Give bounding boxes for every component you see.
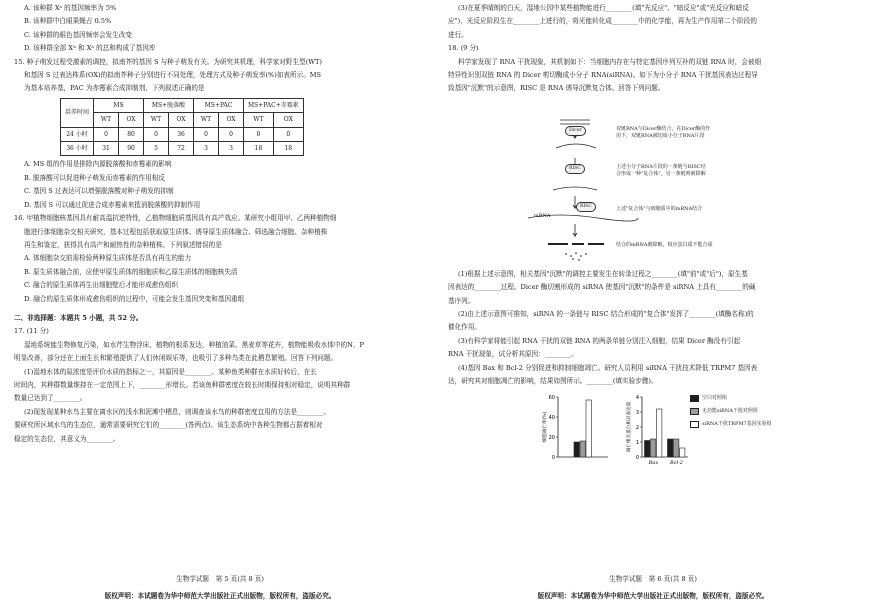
table-cell: 18: [273, 142, 303, 156]
page-footer: 生物学试题 第 5 页(共 8 页): [176, 575, 264, 583]
q17-line: 明显改善，部分还在上面生长和繁殖提供了人们休闲娱乐等，也吸引了多种鸟类在此栖息繁殖。回答下列问题。: [14, 354, 338, 363]
bar: [580, 441, 585, 457]
diagram-note: 双链RNA与Dicer酶结合，在Dicer酶的作: [616, 125, 711, 132]
q18-line: RNA 干扰现象，试分析其原因：________。: [448, 350, 578, 359]
diagram-note: 用下，双链RNA被切成小分子RNA片段: [616, 132, 705, 139]
q15-line: 为基本培养基，PAC 为赤霉素合成抑制剂，下列叙述正确的是: [24, 84, 205, 93]
q15-option-a: A. MS 组的作用是排除内源脱落酸和赤霉素的影响: [24, 160, 172, 169]
legend-label: siRNA干扰TRPM7基因实验组: [702, 421, 772, 427]
diagram-drawing: [448, 98, 858, 266]
q18-line: 达，研究其对细胞凋亡的影响，结果如图所示。________(填实验步骤)。: [448, 377, 658, 386]
bar: [574, 442, 579, 457]
x-tick-label: Bax: [648, 459, 659, 466]
q14-options: [14, 2, 426, 56]
table-sub-header: OX: [273, 113, 303, 127]
q18-stem: [448, 56, 858, 96]
y-tick-label: 1: [635, 439, 639, 446]
q15-line: 和基因 S 过表达株系(OX)的拟南芥种子分别进行不同处理，处理方式及种子萌发率(%)如表所示。MS: [24, 71, 322, 80]
q18-line: 因表达的________过程。Dicer 酶切割形成的 siRNA 使基因"沉默"的条件是 siRNA 上具有________的碱: [448, 283, 756, 292]
table-sub-header: WT: [244, 113, 274, 127]
q18-line: 科学家发现了 RNA 干扰现象，其机制如下：当细胞内存在与特定基因序列互补的双链 RNA 时，会被细: [458, 57, 762, 66]
complex-strand: [553, 187, 597, 190]
diagram-note: 上述小分子RNA片段的一条链与RISC结: [616, 163, 706, 170]
table-cell: 31: [94, 142, 119, 156]
table-cell: 0: [94, 127, 119, 141]
bar: [668, 439, 673, 457]
risc-label: RISC: [565, 164, 585, 174]
table-cell: 0: [273, 127, 303, 141]
legend-label: 空白对照组: [702, 395, 728, 401]
q14-option-d: D. 该种群全部 Xᴬ 和 Xᵃ 的总和构成了基因库: [24, 44, 156, 53]
risc-label: RISC: [576, 202, 596, 212]
q17-continued: [448, 2, 858, 42]
table-group-header: MS: [94, 98, 144, 112]
q18-line: (1)根据上述示意图，相关基因"沉默"的调控主要发生在转录过程之________(填"前"或"后")，原生基: [458, 269, 748, 278]
y-tick-label: 0: [551, 454, 555, 461]
down-arrow-icon: [573, 224, 577, 236]
bar: [651, 439, 656, 457]
apoptosis-charts: [448, 391, 858, 473]
q16-option-c: C. 融合的原生质体再生出细胞壁后才能形成愈伤组织: [24, 281, 179, 290]
q18-line: 基序列。: [448, 296, 475, 305]
dicer-label: Dicer: [565, 126, 586, 136]
bar: [674, 439, 679, 457]
y-tick-label: 2: [635, 424, 639, 431]
q18-line: (4)基因 Bax 和 Bcl-2 分别促进和抑制细胞凋亡。研究人员利用 siRNA 干扰技术降低 TRPM7 基因表: [458, 363, 758, 372]
table-cell: 80: [119, 127, 144, 141]
q18-line: 催化作用。: [448, 323, 481, 332]
table-cell: 0: [144, 127, 169, 141]
table-group-header: MS+PAC: [194, 98, 244, 112]
q14-option-a: A. 该种群 Xᵃ 的基因频率为 5%: [24, 4, 117, 12]
exam-page-5: [14, 0, 426, 615]
diagram-note: 上述"复合体"与细胞质中的mRNA结合: [616, 205, 703, 212]
q16-line: 16. 甲植物细胞核基因具有耐高温抗逆特性，乙植物细胞质基因具有高产效应。某研究小组用甲、乙两种植物细: [14, 214, 337, 223]
table-cell: 36: [169, 127, 194, 141]
legend-swatch: [690, 408, 699, 415]
legend-label: 无功能siRNA干扰对照组: [702, 408, 758, 414]
q15-option-c: C. 基因 S 过表达可以增强脱落酸对种子萌发的抑制: [24, 187, 174, 196]
table-cell: 72: [169, 142, 194, 156]
table-sub-header: WT: [144, 113, 169, 127]
q17-line: (1)湿地水体的氮浓度是评价水质的指标之一，其原因是________。某种鱼类种群在水质好转后，在长: [24, 367, 317, 376]
table-sub-header: OX: [169, 113, 194, 127]
page-footer: 生物学试题 第 6 页(共 8 页): [609, 575, 697, 583]
q17-line: 进行。: [448, 30, 468, 39]
y-tick-label: 40: [548, 414, 555, 421]
exam-page-6: [448, 0, 858, 615]
legend-item: [690, 421, 772, 428]
degradation-dots: [565, 252, 587, 261]
legend-swatch: [690, 395, 699, 402]
y-tick-label: 20: [548, 434, 555, 441]
q18-heading: 18. (9 分): [448, 44, 479, 53]
table-row-label: 24 小时: [61, 127, 94, 141]
diagram-note: 结合的mRNA被降解，相应蛋白质不能合成: [616, 241, 713, 248]
table-sub-header: OX: [219, 113, 244, 127]
table-cell: 0: [219, 127, 244, 141]
q17-line: 要研究所区域水鸟的生态位，通常需要研究它们的________(答两点)。该生态系统中各种生物都占据着相对: [14, 421, 323, 430]
sirna-fragments: [556, 144, 596, 148]
q17-line: 湿地系统能生物修复污染，如水芹生物浮床，植物的根系发达，种植油菜、黑麦草等花卉，植物能吸收水体中的N、P: [24, 340, 364, 349]
table-sub-header: OX: [119, 113, 144, 127]
q14-option-c: C. 该种群的眼色基因频率会发生改变: [24, 30, 132, 39]
y-tick-label: 0: [635, 454, 639, 461]
copyright-notice: 版权声明：本试题卷为华中师范大学出版社正式出版物，版权所有，盗版必究。: [104, 592, 336, 600]
bar: [657, 409, 662, 457]
table-cell: 90: [119, 142, 144, 156]
table-row-label: 36 小时: [61, 142, 94, 156]
q16-line: 胞进行体细胞杂交相关研究，基本过程包括获取原生质体、诱导原生质体融合、筛选融合细胞、杂种植株: [24, 227, 328, 236]
q18-line: (3)有科学家将能引起 RNA 干扰的双链 RNA 的两条单链分别注入细胞，结果 Dicer 酶没有引起: [458, 336, 741, 345]
q16-options: [14, 252, 426, 306]
q17-line: (3)在夏季晴朗的白天，湿地公园中某些植物能进行________(填"光反应"、"暗反应"或"光反应和暗反: [458, 4, 749, 12]
rna-interference-diagram: [448, 98, 858, 266]
legend-item: [690, 408, 772, 415]
table-group-header: MS+PAC+赤霉素: [244, 98, 304, 112]
table-cell: 0: [194, 127, 219, 141]
q16-stem: [14, 212, 426, 252]
table-cell: 0: [244, 127, 274, 141]
table-header-cell: 培养时间: [61, 98, 94, 127]
table-cell: 3: [194, 142, 219, 156]
y-axis-label: 凋亡相关蛋白相对表达量: [627, 401, 632, 452]
bar: [586, 400, 591, 457]
q17-line: 时间内，其种群数量维持在一定范围上下，________形增长。若该鱼种群密度在较长时期保持相对稳定，说明其种群: [14, 380, 351, 389]
q18-line: 特异性识别双链 RNA 的 Dicer 剪切酶成小分子 RNA(siRNA)。如下为小分子 RNA 干扰基因表达过程导: [448, 71, 758, 80]
germination-table: [60, 98, 304, 157]
bar: [645, 440, 650, 457]
q16-option-d: D. 融合的原生质体形成愈伤组织的过程中，可能会发生基因突变和基因重组: [24, 294, 245, 303]
q18-line: 致基因"沉默"的示意图，RISC 是 RNA 诱导沉默复合体。回答下列问题。: [448, 84, 665, 93]
table-cell: 5: [144, 142, 169, 156]
q14-option-b: B. 该种群中白眼果蝇占 0.5%: [24, 17, 112, 26]
q18-line: (2)由上述示意图可推知，siRNA 的一条链与 RISC 结合形成的"复合体"发挥了________(填酶名称)的: [458, 310, 754, 319]
q17-heading: 17. (11 分): [14, 327, 49, 336]
y-tick-label: 60: [548, 394, 555, 401]
diagram-note: 合形成一种"复合体"，另一条链则被降解: [616, 170, 706, 177]
copyright-notice: 版权声明：本试题卷为华中师范大学出版社正式出版物，版权所有，盗版必究。: [537, 592, 769, 600]
dsrna-strand: [560, 120, 590, 124]
bar: [680, 448, 685, 457]
section-heading: 二、非选择题：本题共 5 小题，共 52 分。: [14, 313, 143, 322]
chart-legend: [690, 395, 772, 434]
q17-line: 稳定的生态位，其意义为________。: [14, 434, 120, 443]
y-tick-label: 3: [635, 409, 639, 416]
y-tick-label: 4: [635, 394, 639, 401]
table-cell: 3: [219, 142, 244, 156]
table-row: [61, 127, 304, 141]
table-cell: 18: [244, 142, 274, 156]
table-sub-header: WT: [94, 113, 119, 127]
q15-stem: [14, 56, 426, 96]
q15-options: [14, 158, 426, 212]
table-row: [61, 142, 304, 156]
q17-line: (2)现发现某种水鸟主要在离水区的浅水和泥滩中栖息，则调查该水鸟的种群密度宜用的方法是________。: [24, 407, 331, 416]
q16-line: 再生和鉴定，获得具有高产和耐热性的杂种植株。下列叙述错误的是: [24, 240, 222, 249]
q15-option-d: D. 基因 S 可以通过促进合成赤霉素来抵消脱落酸的抑制作用: [24, 200, 201, 209]
q18-questions: [448, 268, 858, 389]
x-tick-label: Bcl-2: [670, 459, 683, 466]
q17-body: [14, 339, 426, 446]
y-axis-label: 细胞凋亡率(%): [543, 411, 548, 442]
q17-line: 数量已达到了________。: [14, 394, 87, 403]
q15-line: 15. 种子萌发过程受激素的调控，拟南芥的基因 S 与种子萌发有关。为研究其机理，科学家对野生型(WT): [14, 57, 322, 66]
table-group-header: MS+脱落酸: [144, 98, 194, 112]
q15-option-b: B. 脱落酸可以促进种子萌发而赤霉素的作用相反: [24, 173, 165, 182]
legend-item: [690, 395, 772, 402]
q16-option-a: A. 体细胞杂交前需检验两种原生质体是否具有再生的能力: [24, 254, 192, 263]
q17-line: 应")，光反应阶段生在________上进行的，将光能转化成________中的化学能，再为生产作用第二个阶段的: [448, 17, 757, 26]
legend-swatch: [690, 421, 699, 428]
table-sub-header: WT: [194, 113, 219, 127]
mrna-label: mRNA: [534, 212, 551, 219]
q16-option-b: B. 原生质体融合前，应使甲原生质体的细胞质和乙原生质体的细胞核失活: [24, 267, 238, 276]
